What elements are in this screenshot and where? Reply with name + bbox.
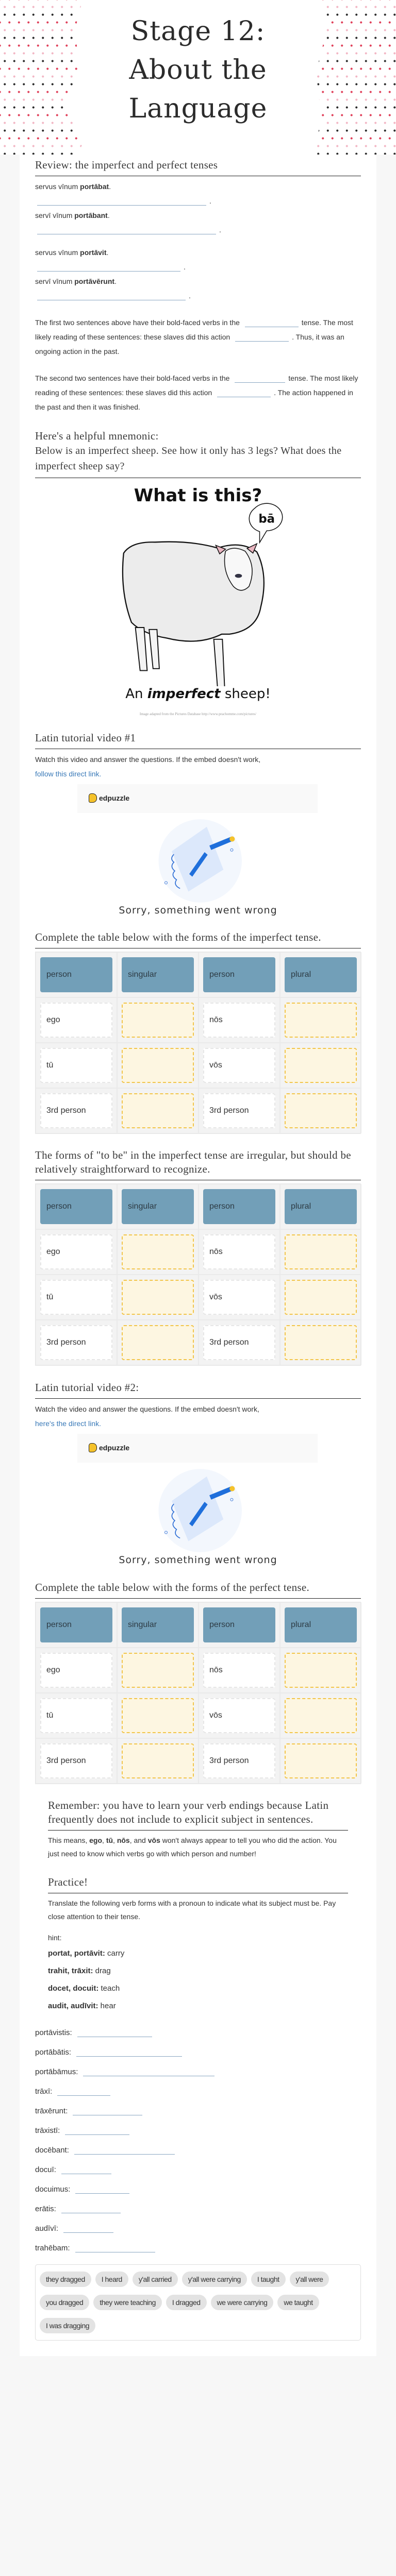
column-header: singular — [122, 1607, 194, 1642]
hint-item: docet, docuit: teach — [48, 1984, 120, 1993]
practice-verb: trāxērunt: — [35, 2107, 68, 2115]
word-bank-chip[interactable]: y'all were — [290, 2272, 329, 2287]
word-bank-chip[interactable]: they dragged — [40, 2272, 91, 2287]
answer-input[interactable] — [76, 2046, 182, 2057]
word-bank-chip[interactable]: we taught — [277, 2295, 319, 2310]
practice-item — [35, 2240, 361, 2259]
section-heading-table-1: Complete the table below with the forms of the imperfect tense. — [35, 931, 321, 943]
practice-verb: trāxī: — [35, 2087, 53, 2096]
practice-item — [35, 2103, 361, 2122]
answer-input[interactable] — [61, 2202, 121, 2213]
word-bank-chip[interactable]: we were carrying — [211, 2295, 274, 2310]
practice-item — [35, 2044, 361, 2063]
perfect-table — [35, 1602, 361, 1784]
table-cell — [117, 1275, 199, 1320]
practice-item — [35, 2063, 361, 2083]
content-card — [20, 155, 376, 2356]
table-header-cell — [280, 1184, 361, 1229]
section-heading-practice: Practice! — [48, 1876, 88, 1888]
table-cell — [280, 1693, 361, 1738]
hint-item: trahit, trāxit: drag — [48, 1967, 111, 1975]
to-be-table-section — [35, 1148, 361, 1366]
practice-item — [35, 2122, 361, 2142]
hint-list — [48, 1945, 348, 2015]
answer-drop-zone[interactable] — [285, 1234, 357, 1269]
table-cell — [117, 1693, 199, 1738]
answer-drop-zone[interactable] — [285, 1048, 357, 1083]
translation-input[interactable] — [37, 225, 216, 234]
column-header: person — [40, 1189, 112, 1224]
embed-error-message: Sorry, something went wrong — [119, 905, 277, 916]
page-bottom-spacer — [0, 2356, 396, 2366]
hint-item: portat, portāvit: carry — [48, 1949, 125, 1958]
table-cell — [117, 997, 199, 1043]
table-cell — [280, 1648, 361, 1693]
latin-sentence: servī vīnum portābant. — [35, 211, 110, 219]
practice-item — [35, 2024, 361, 2044]
person-label: 3rd person — [40, 1093, 112, 1128]
image-credit: Image adapted from the Pictures Database http://www.prachomme.com/pictures/ — [139, 712, 257, 716]
word-bank-chip[interactable]: I was dragging — [40, 2318, 95, 2333]
table-cell — [117, 1088, 199, 1133]
practice-item — [35, 2220, 361, 2240]
latin-sentence: servus vīnum portābat. — [35, 182, 111, 191]
remember-text: This means, ego, tū, nōs, and vōs won't always appear to tell you who did the action. You just need to know which verbs go with which person and number! — [48, 1836, 337, 1858]
word-bank-chip[interactable]: you dragged — [40, 2295, 89, 2310]
column-header: person — [203, 1607, 275, 1642]
person-label: vōs — [203, 1280, 275, 1315]
table-cell — [199, 1275, 280, 1320]
table-header-cell — [36, 1602, 117, 1648]
person-label: nōs — [203, 1003, 275, 1038]
answer-input[interactable] — [75, 2242, 155, 2252]
translation-row: . — [35, 260, 361, 274]
practice-verb: erātis: — [35, 2205, 56, 2213]
table-cell — [36, 1693, 117, 1738]
remember-section — [35, 1799, 361, 1860]
practice-item — [35, 2200, 361, 2220]
answer-drop-zone[interactable] — [122, 1743, 194, 1778]
practice-verb: docēbant: — [35, 2146, 69, 2155]
tense-input[interactable] — [235, 373, 285, 383]
table-cell — [36, 1275, 117, 1320]
divider — [35, 1398, 361, 1399]
answer-drop-zone[interactable] — [285, 1743, 357, 1778]
word-bank-chip[interactable]: I taught — [251, 2272, 286, 2287]
practice-item — [35, 2161, 361, 2181]
column-header: person — [40, 1607, 112, 1642]
word-bank — [35, 2264, 361, 2341]
video-instructions: Watch the video and answer the questions. If the embed doesn't work, here's the direct link. — [35, 1405, 259, 1428]
table-header-cell — [280, 1602, 361, 1648]
person-label: ego — [40, 1653, 112, 1688]
perfect-table-section — [35, 1580, 361, 1784]
column-header: person — [40, 957, 112, 992]
table-cell — [36, 1229, 117, 1275]
person-label: nōs — [203, 1653, 275, 1688]
sheep-illustration — [92, 490, 308, 686]
translation-row: . — [35, 289, 361, 303]
section-heading-review: Review: the imperfect and perfect tenses — [35, 159, 218, 171]
table-cell — [36, 1043, 117, 1088]
table-header-cell — [117, 952, 199, 997]
table-cell — [117, 1229, 199, 1275]
table-header-cell — [280, 952, 361, 997]
table-cell — [36, 1320, 117, 1365]
table-header-cell — [117, 1602, 199, 1648]
word-bank-chip[interactable]: I dragged — [166, 2295, 207, 2310]
tense-paragraph-1: The first two sentences above have their bold-faced verbs in the tense. The most likely reading of these sentences: these slaves did this action . Thus, it was an ongoing action in the past. — [35, 318, 353, 355]
word-bank-chip[interactable]: y'all carried — [133, 2272, 178, 2287]
word-bank-chip[interactable]: y'all were carrying — [182, 2272, 247, 2287]
person-label: nōs — [203, 1234, 275, 1269]
tense-paragraph-2: The second two sentences have their bold-faced verbs in the tense. The most likely reading of these sentences: these slaves did this action . The action happened in the past and then it was finished. — [35, 374, 358, 411]
edpuzzle-icon — [89, 1443, 97, 1452]
practice-verb: trāxistī: — [35, 2126, 60, 2135]
table-cell — [117, 1320, 199, 1365]
edpuzzle-icon — [89, 793, 97, 803]
table-cell — [199, 1088, 280, 1133]
section-heading-video-2: Latin tutorial video #2: — [35, 1381, 139, 1394]
page-title: Stage 12: About the Language — [128, 16, 268, 124]
table-cell — [280, 1229, 361, 1275]
video-2-section — [35, 1380, 361, 1566]
answer-drop-zone[interactable] — [122, 1325, 194, 1360]
image-title: What is this? — [134, 485, 262, 506]
table-cell — [280, 1738, 361, 1784]
person-label: 3rd person — [203, 1743, 275, 1778]
answer-drop-zone[interactable] — [122, 1003, 194, 1038]
person-label: 3rd person — [203, 1325, 275, 1360]
direct-link[interactable]: here's the direct link. — [35, 1419, 101, 1428]
translation-row: . — [35, 194, 361, 208]
table-cell — [280, 1320, 361, 1365]
word-bank-chip[interactable]: I heard — [95, 2272, 128, 2287]
edpuzzle-logo[interactable]: edpuzzle — [89, 793, 129, 803]
table-cell — [36, 997, 117, 1043]
table-header-cell — [199, 1184, 280, 1229]
table-header-cell — [36, 952, 117, 997]
answer-drop-zone[interactable] — [285, 1698, 357, 1733]
section-heading-table-2: The forms of "to be" in the imperfect tense are irregular, but should be relatively straightforward to recognize. — [35, 1149, 351, 1175]
answer-input[interactable] — [75, 2183, 129, 2194]
column-header: plural — [285, 957, 357, 992]
column-header: person — [203, 1189, 275, 1224]
practice-verb: portāvistis: — [35, 2028, 72, 2037]
column-header: singular — [122, 1189, 194, 1224]
embed-error-message: Sorry, something went wrong — [119, 1554, 277, 1566]
table-cell — [199, 1043, 280, 1088]
column-header: person — [203, 957, 275, 992]
table-header-cell — [199, 1602, 280, 1648]
tense-input[interactable] — [245, 317, 299, 327]
page-header — [0, 0, 396, 155]
video-instructions: Watch this video and answer the questions. If the embed doesn't work, follow this direct link. — [35, 755, 261, 778]
answer-drop-zone[interactable] — [122, 1048, 194, 1083]
section-heading-table-3: Complete the table below with the forms of the perfect tense. — [35, 1581, 310, 1594]
image-caption: An imperfect sheep! — [125, 686, 271, 702]
table-cell — [36, 1088, 117, 1133]
person-label: vōs — [203, 1698, 275, 1733]
table-cell — [199, 1693, 280, 1738]
error-illustration — [149, 1467, 247, 1554]
practice-verb: docuimus: — [35, 2185, 71, 2194]
answer-input[interactable] — [74, 2144, 175, 2155]
person-label: tū — [40, 1280, 112, 1315]
edpuzzle-embed-header — [77, 784, 318, 813]
table-cell — [199, 997, 280, 1043]
review-section — [35, 158, 361, 414]
to-be-table — [35, 1183, 361, 1366]
error-illustration — [149, 817, 247, 905]
divider — [48, 1830, 348, 1831]
table-cell — [199, 1648, 280, 1693]
practice-list — [35, 2024, 361, 2259]
word-bank-chip[interactable]: they were teaching — [93, 2295, 162, 2310]
section-heading-remember: Remember: you have to learn your verb endings because Latin frequently does not include to explicit subject in sentences. — [48, 1799, 329, 1825]
table-cell — [36, 1648, 117, 1693]
polka-dot-decoration — [0, 0, 82, 155]
person-label: vōs — [203, 1048, 275, 1083]
answer-drop-zone[interactable] — [285, 1325, 357, 1360]
table-cell — [199, 1229, 280, 1275]
hint-item: audit, audīvit: hear — [48, 2002, 116, 2010]
answer-input[interactable] — [77, 2026, 152, 2037]
mnemonic-section — [35, 429, 361, 716]
imperfect-table — [35, 952, 361, 1134]
practice-section — [35, 1875, 361, 2015]
answer-drop-zone[interactable] — [285, 1653, 357, 1688]
answer-input[interactable] — [65, 2124, 129, 2135]
table-header-cell — [199, 952, 280, 997]
table-cell — [280, 997, 361, 1043]
practice-verb: docuī: — [35, 2165, 56, 2174]
answer-drop-zone[interactable] — [122, 1093, 194, 1128]
table-cell — [117, 1043, 199, 1088]
imperfect-table-section — [35, 930, 361, 1134]
column-header: plural — [285, 1189, 357, 1224]
latin-sentence: servī vīnum portāvērunt. — [35, 277, 117, 285]
mnemonic-text: Below is an imperfect sheep. See how it only has 3 legs? What does the imperfect sheep say? — [35, 445, 342, 472]
answer-drop-zone[interactable] — [122, 1280, 194, 1315]
polka-dot-decoration — [314, 0, 396, 155]
column-header: plural — [285, 1607, 357, 1642]
answer-drop-zone[interactable] — [285, 1093, 357, 1128]
answer-drop-zone[interactable] — [285, 1003, 357, 1038]
speech-bubble-text: bā — [258, 512, 275, 526]
answer-input[interactable] — [63, 2222, 113, 2233]
section-heading-mnemonic: Here's a helpful mnemonic: — [35, 430, 159, 442]
translation-row: . — [35, 223, 361, 237]
answer-drop-zone[interactable] — [122, 1234, 194, 1269]
person-label: tū — [40, 1048, 112, 1083]
table-cell — [117, 1738, 199, 1784]
table-cell — [199, 1320, 280, 1365]
answer-input[interactable] — [61, 2163, 111, 2174]
table-cell — [36, 1738, 117, 1784]
hint-label: hint: — [48, 1934, 62, 1942]
person-label: ego — [40, 1234, 112, 1269]
table-header-cell — [36, 1184, 117, 1229]
table-header-cell — [117, 1184, 199, 1229]
direct-link[interactable]: follow this direct link. — [35, 770, 102, 778]
practice-verb: trahēbam: — [35, 2244, 70, 2252]
practice-item — [35, 2181, 361, 2200]
table-cell — [199, 1738, 280, 1784]
translation-input[interactable] — [37, 196, 206, 206]
translation-input[interactable] — [37, 262, 180, 272]
practice-verb: audīvī: — [35, 2224, 59, 2233]
column-header: singular — [122, 957, 194, 992]
edpuzzle-embed-header — [77, 1434, 318, 1463]
meaning-input[interactable] — [217, 387, 271, 397]
table-cell — [280, 1043, 361, 1088]
latin-sentence: servus vīnum portāvit. — [35, 248, 109, 257]
answer-drop-zone[interactable] — [122, 1698, 194, 1733]
imperfect-sheep-image — [35, 485, 361, 707]
person-label: tū — [40, 1698, 112, 1733]
table-cell — [280, 1088, 361, 1133]
practice-item — [35, 2083, 361, 2103]
edpuzzle-logo[interactable]: edpuzzle — [89, 1443, 129, 1452]
person-label: ego — [40, 1003, 112, 1038]
practice-instructions: Translate the following verb forms with a pronoun to indicate what its subject must be. Pay close attention to their tense. — [48, 1899, 336, 1921]
person-label: 3rd person — [40, 1325, 112, 1360]
video-1-section — [35, 731, 361, 916]
section-heading-video-1: Latin tutorial video #1 — [35, 732, 136, 744]
answer-input[interactable] — [73, 2105, 142, 2115]
answer-input[interactable] — [83, 2065, 214, 2076]
practice-item — [35, 2142, 361, 2161]
table-cell — [280, 1275, 361, 1320]
person-label: 3rd person — [40, 1743, 112, 1778]
answer-drop-zone[interactable] — [122, 1653, 194, 1688]
practice-verb: portābāmus: — [35, 2067, 78, 2076]
practice-verb: portābātis: — [35, 2048, 72, 2057]
table-cell — [117, 1648, 199, 1693]
meaning-input[interactable] — [235, 332, 289, 342]
translation-input[interactable] — [37, 291, 186, 300]
answer-input[interactable] — [57, 2085, 110, 2096]
answer-drop-zone[interactable] — [285, 1280, 357, 1315]
divider — [35, 1598, 361, 1599]
person-label: 3rd person — [203, 1093, 275, 1128]
